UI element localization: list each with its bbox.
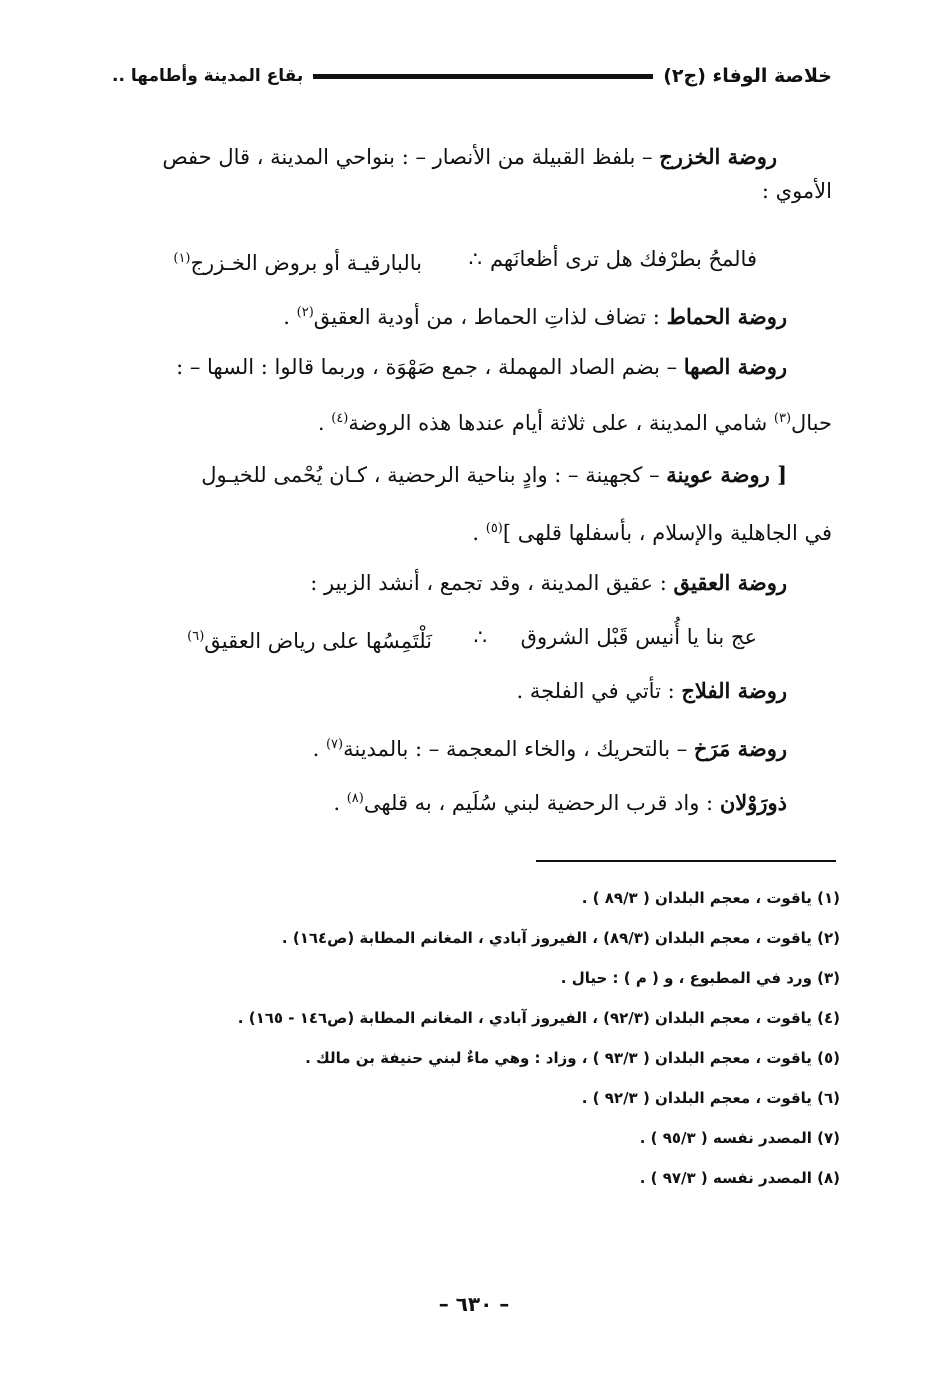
entry-heading: روضة مَرَخ [693,736,787,761]
verse-separator: ∴ [473,625,487,649]
verse-separator: ∴ [468,247,482,271]
footnote: (٢) ياقوت ، معجم البلدان (٨٩/٣) ، الفيروز آبادي ، المغانم المطابة (ص١٦٤) . [281,929,840,947]
footnote: (١) ياقوت ، معجم البلدان ( ٨٩/٣ ) . [581,889,840,907]
footnote-separator [536,860,836,862]
footnote: (٦) ياقوت ، معجم البلدان ( ٩٢/٣ ) . [581,1089,840,1107]
text-line [112,502,832,556]
entry-text-end: . [317,411,332,435]
entry-text: الأموي : [761,179,832,203]
running-header [112,56,832,96]
entry-text-end: . [333,791,347,815]
footnote: (٥) ياقوت ، معجم البلدان ( ٩٣/٣ ) ، وزاد : وهي ماءٌ لبني حنيفة بن مالك . [305,1049,840,1067]
footnote: (٤) ياقوت ، معجم البلدان (٩٢/٣) ، الفيروز آبادي ، المغانم المطابة (ص١٤٦ - ١٦٥) . [237,1009,840,1027]
text-line [112,340,832,394]
entry-text: – كجهينة – : وادٍ بناحية الرحضية ، كـان يُحْمى للخيـول [201,463,667,487]
entry-line [201,448,787,502]
entry-line [318,392,832,450]
footnote-ref: (٤) [331,411,349,426]
text-line [112,772,832,826]
entry-line [283,286,787,344]
entry-text-end: . [312,737,326,761]
footnotes [112,878,840,1198]
text-line [112,164,832,218]
entry-text: : تضاف لذاتِ الحماط ، من أودية العقيق [313,305,667,329]
entry-heading: روضة الحماط [666,304,787,329]
footnote-ref: (٨) [346,791,364,806]
header-rule [313,74,653,79]
entry-heading: روضة الفلاج [681,678,787,703]
verse-hemistich-first: عج بنا يا أُنيس قَبْل الشروق [520,625,757,649]
text-line [112,718,832,772]
entry-line [333,772,787,830]
entry-text: في الجاهلية والإسلام ، بأسفلها قلهى ] [502,521,832,545]
entry-line [762,164,832,218]
entry-text: : عقيق المدينة ، وقد تجمع ، أنشد الزبير : [310,571,674,595]
entry-text-end: . [283,305,297,329]
entry-text: – بلفظ القبيلة من الأنصار – : بنواحي المدينة ، قال حفص [162,145,660,169]
verse-hemistich-second [173,232,422,290]
footnote-ref: (٥) [485,521,503,536]
header-title: خلاصة الوفاء (ج٢) [663,65,832,87]
text-line [112,664,832,718]
entry-text: – بضم الصاد المهملة ، جمع صَهْوَة ، وربما قالوا : السها – : [176,355,684,379]
entry-text-end: . [472,521,486,545]
page-number: – ٦٣٠ – [438,1292,510,1316]
verse-text: نَلْتَمِسُها على رياض العقيق [204,629,432,653]
footnote-ref: (٧) [325,737,344,752]
entry-line [310,556,787,610]
text-line [112,556,832,610]
footnote: (٨) المصدر نفسه ( ٩٧/٣ ) . [639,1169,840,1187]
entry-line [472,502,832,560]
header-subtitle: بقاع المدينة وأطامها .. [112,66,304,86]
entry-heading: [ روضة عوينة [666,462,787,487]
entry-heading: روضة الخزرج [659,144,777,169]
entry-text: شامي المدينة ، على ثلاثة أيام عندها هذه الروضة [348,411,774,435]
verse-hemistich-first: فالمحُ بطرْفك هل ترى أظعانَهم [489,247,757,271]
verse-hemistich-second [187,610,432,668]
entry-line [313,718,787,776]
entry-text: : واد قرب الرحضية لبني سُلَيم ، به قلهى [363,791,720,815]
entry-heading: روضة الصها [683,354,787,379]
footnote: (٧) المصدر نفسه ( ٩٥/٣ ) . [639,1129,840,1147]
footnote-ref: (٢) [296,305,314,320]
entry-line [516,664,787,718]
entry-text: – بالتحريك ، والخاء المعجمة – : بالمدينة [343,737,694,761]
footnote: (٣) ورد في المطبوع ، و ( م ) : حيال . [560,969,840,987]
footnote-ref: (٣) [773,411,792,426]
entry-text: : تأتي في الفلجة . [516,679,682,703]
verse-line [112,610,832,664]
entry-text: حبال [791,411,832,435]
entry-line [176,340,787,394]
text-line [112,392,832,446]
text-line [112,286,832,340]
footnote-ref: (٦) [187,629,205,644]
verse-line [112,232,832,286]
entry-heading: ذورَوْلان [719,790,787,815]
footnote-ref: (١) [173,251,191,266]
main-text [112,130,832,826]
text-line [112,448,832,502]
verse-text: بالبارقيـة أو بروض الخـزرج [190,251,422,275]
entry-heading: روضة العقيق [673,570,787,595]
